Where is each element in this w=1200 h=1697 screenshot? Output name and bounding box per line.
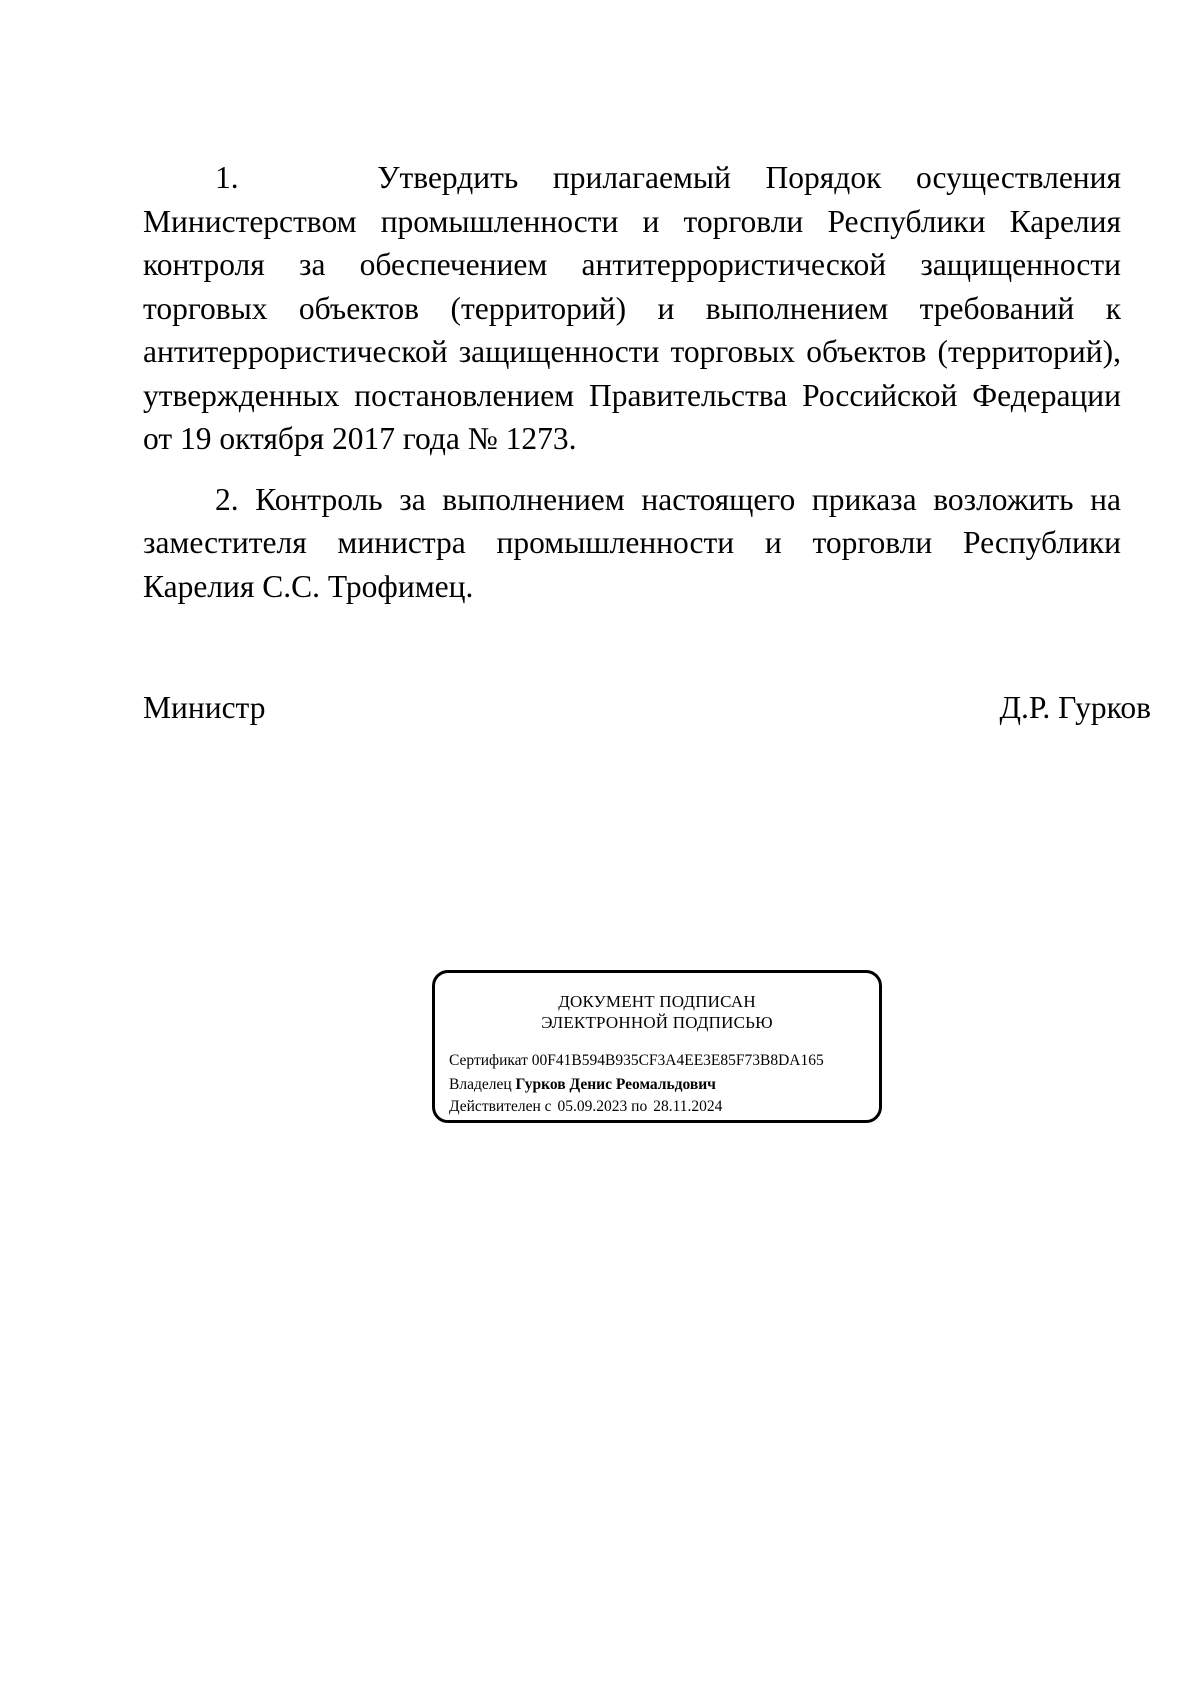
electronic-signature-stamp <box>432 970 882 1123</box>
owner-value: Гурков Денис Реомальдович <box>515 1076 716 1093</box>
certificate-label: Сертификат <box>449 1052 528 1069</box>
certificate-value: 00F41B594B935CF3A4EE3E85F73B8DA165 <box>531 1052 824 1069</box>
owner-label: Владелец <box>449 1076 512 1093</box>
stamp-header <box>435 991 879 1033</box>
valid-to-label: по <box>631 1098 648 1115</box>
stamp-header-line-2: ЭЛЕКТРОННОЙ ПОДПИСЬЮ <box>541 1013 773 1032</box>
stamp-header-line-1: ДОКУМЕНТ ПОДПИСАН <box>558 992 756 1011</box>
document-body <box>143 156 1121 608</box>
valid-label: Действителен с <box>449 1098 552 1115</box>
stamp-certificate-line <box>449 1051 824 1070</box>
signatory-name: Д.Р. Гурков <box>999 690 1151 725</box>
valid-from-date: 05.09.2023 <box>557 1098 628 1115</box>
paragraph-1: 1. Утвердить прилагаемый Порядок осуществления Министерством промышленности и торговли Республики Карелия контроля за обеспечением антитеррористической защищенности торговых объектов (территорий) и выполнением требований к антитеррористической защищенности торговых объектов (территорий), утвержденных постановлением Правительства Российской Федерации от 19 октября 2017 года № 1273. <box>143 160 1121 456</box>
paragraph-2: 2. Контроль за выполнением настоящего приказа возложить на заместителя министра промышленности и торговли Республики Карелия С.С. Трофимец. <box>143 481 1121 604</box>
valid-to-date: 28.11.2024 <box>653 1098 723 1115</box>
stamp-owner-line <box>449 1075 716 1094</box>
signatory-title: Министр <box>143 690 266 725</box>
stamp-validity-line <box>449 1097 722 1116</box>
